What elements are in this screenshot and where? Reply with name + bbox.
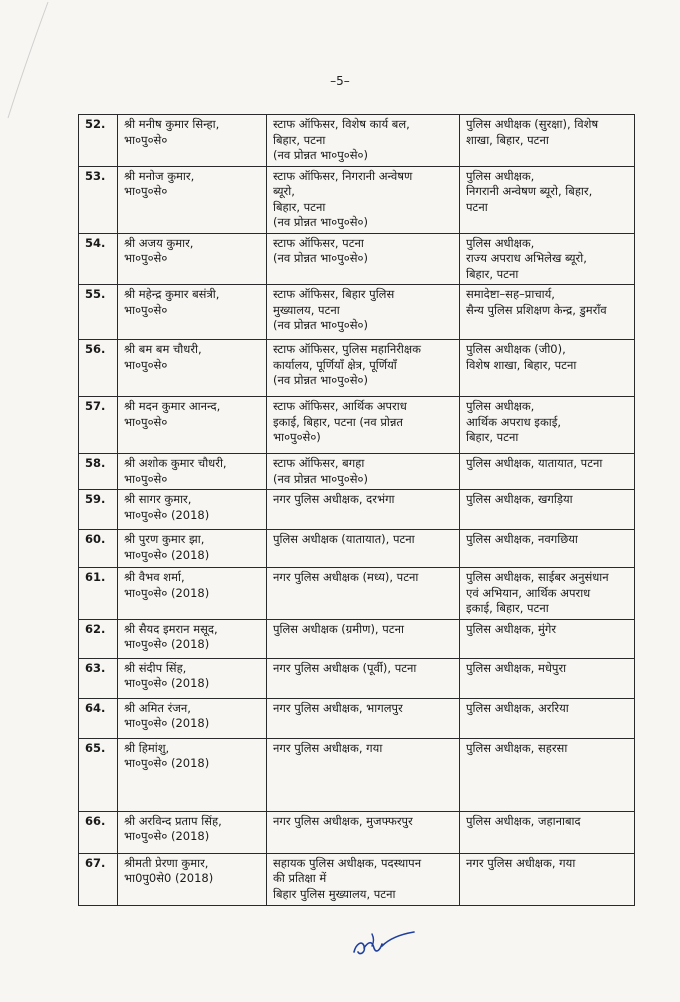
new-posting-cell [460,658,635,698]
current-posting-line: इकाई, बिहार, पटना (नव प्रोन्नत [273,414,403,429]
new-posting-cell [460,233,635,285]
officer-name-line: भा०पु०से० [124,471,168,486]
officer-name-line: भा०पु०से० [124,132,168,147]
current-posting-line: (नव प्रोन्नत भा०पु०से०) [273,148,369,162]
table-row [79,811,635,853]
current-posting-line: नगर पुलिस अधीक्षक (पूर्वी), पटना [273,660,417,675]
current-posting-cell [267,811,460,853]
current-posting-line: स्टाफ ऑफिसर, पटना [273,235,364,250]
new-posting-line: पुलिस अधीक्षक, [466,168,535,183]
officer-name-cell [118,568,267,620]
transfer-orders-table [78,114,635,906]
officer-name-line: श्री अजय कुमार, [124,235,194,250]
current-posting-line: (नव प्रोन्नत भा०पु०से०) [273,251,369,265]
officer-name-line: श्री मनीष कुमार सिन्हा, [124,117,220,131]
serial-number: 66. [79,811,118,853]
serial-number: 59. [79,490,118,530]
new-posting-line: विशेष शाखा, बिहार, पटना [466,357,577,372]
serial-number: 60. [79,530,118,568]
new-posting-cell [460,285,635,340]
page-number: –5– [330,74,350,88]
officer-name-line: श्री अमित रंजन, [124,700,191,715]
current-posting-line: (नव प्रोन्नत भा०पु०से०) [273,215,369,229]
serial-number: 53. [79,166,118,233]
serial-number: 56. [79,340,118,397]
current-posting-line: बिहार, पटना [273,132,326,147]
table-row [79,530,635,568]
current-posting-line: (नव प्रोन्नत भा०पु०से०) [273,471,369,486]
table-row [79,233,635,285]
current-posting-cell [267,115,460,167]
table-row [79,490,635,530]
current-posting-line: कार्यालय, पूर्णियाँ क्षेत्र, पूर्णियाँ [273,357,397,372]
current-posting-cell [267,340,460,397]
signature-mark [348,926,418,962]
officer-name-cell [118,115,267,167]
officer-name-line: भा०पु०से० [124,414,168,429]
serial-number: 61. [79,568,118,620]
current-posting-cell [267,454,460,490]
table-row [79,115,635,167]
new-posting-line: पुलिस अधीक्षक, साईबर अनुसंधान [466,570,609,584]
current-posting-line: ब्यूरो, [273,184,295,198]
table-row [79,619,635,658]
serial-number: 65. [79,738,118,811]
current-posting-line: की प्रतिक्षा में [273,871,327,885]
officer-name-cell [118,853,267,905]
current-posting-line: स्टाफ ऑफिसर, बगहा [273,456,365,470]
new-posting-cell [460,853,635,905]
new-posting-line: बिहार, पटना [466,266,519,281]
officer-name-line: श्री वैभव शर्मा, [124,570,185,584]
officer-name-line: श्री महेन्द्र कुमार बसंत्री, [124,287,220,301]
current-posting-cell [267,658,460,698]
officer-name-line: भा०पु०से० [124,357,168,372]
serial-number: 58. [79,454,118,490]
current-posting-cell [267,853,460,905]
new-posting-cell [460,454,635,490]
officer-name-line: श्री पुरण कुमार झा, [124,532,205,546]
officer-name-cell [118,340,267,397]
current-posting-cell [267,490,460,530]
officer-name-line: भा0पु0से0 (2018) [124,871,214,885]
new-posting-line: पुलिस अधीक्षक, अररिया [466,700,569,715]
current-posting-line: स्टाफ ऑफिसर, पुलिस महानिरीक्षक [273,342,421,356]
serial-number: 57. [79,397,118,454]
serial-number: 67. [79,853,118,905]
current-posting-line: (नव प्रोन्नत भा०पु०से०) [273,373,369,387]
officer-name-line: भा०पु०से० (2018) [124,507,210,522]
officer-name-cell [118,698,267,738]
new-posting-line: पुलिस अधीक्षक (जी0), [466,342,566,356]
officer-name-cell [118,454,267,490]
serial-number: 52. [79,115,118,167]
serial-number: 54. [79,233,118,285]
new-posting-line: पुलिस अधीक्षक, खगड़िया [466,492,573,506]
current-posting-line: नगर पुलिस अधीक्षक, गया [273,740,383,755]
current-posting-cell [267,738,460,811]
new-posting-cell [460,340,635,397]
officer-name-line: भा०पु०से० (2018) [124,547,210,562]
current-posting-line: नगर पुलिस अधीक्षक, भागलपुर [273,700,403,715]
officer-name-cell [118,233,267,285]
current-posting-line: भा०पु०से०) [273,430,321,444]
table-row [79,340,635,397]
officer-name-line: भा०पु०से० [124,302,168,317]
current-posting-line: बिहार पुलिस मुख्यालय, पटना [273,886,396,901]
table-row [79,166,635,233]
new-posting-cell [460,698,635,738]
officer-name-line: श्री बम बम चौधरी, [124,342,202,356]
table-row [79,568,635,620]
officer-name-line: श्री हिमांशु, [124,740,170,755]
new-posting-line: पुलिस अधीक्षक, सहरसा [466,740,568,755]
table-row [79,454,635,490]
table-row [79,285,635,340]
officer-name-line: भा०पु०से० (2018) [124,756,210,770]
officer-name-cell [118,811,267,853]
current-posting-line: स्टाफ ऑफिसर, विशेष कार्य बल, [273,117,410,131]
new-posting-line: समादेष्टा–सह–प्राचार्य, [466,287,555,301]
officer-name-line: श्री सागर कुमार, [124,492,192,506]
current-posting-line: सहायक पुलिस अधीक्षक, पदस्थापन [273,855,422,870]
current-posting-line: स्टाफ ऑफिसर, निगरानी अन्वेषण [273,168,413,183]
new-posting-cell [460,530,635,568]
officer-name-cell [118,166,267,233]
officer-name-cell [118,490,267,530]
new-posting-cell [460,166,635,233]
officer-name-line: भा०पु०से० [124,251,168,265]
new-posting-cell [460,568,635,620]
current-posting-cell [267,233,460,285]
officer-name-line: श्री सैयद इमरान मसूद, [124,621,218,636]
officer-name-line: श्रीमती प्रेरणा कुमार, [124,855,209,870]
current-posting-cell [267,285,460,340]
new-posting-cell [460,397,635,454]
new-posting-line: पुलिस अधीक्षक, [466,235,535,250]
officer-name-cell [118,530,267,568]
table-row [79,658,635,698]
page-fold-mark [0,0,70,120]
current-posting-cell [267,397,460,454]
officer-name-line: श्री मनोज कुमार, [124,168,195,183]
new-posting-line: राज्य अपराध अभिलेख ब्यूरो, [466,251,587,265]
officer-name-line: भा०पु०से० (2018) [124,676,210,690]
serial-number: 55. [79,285,118,340]
current-posting-line: स्टाफ ऑफिसर, आर्थिक अपराध [273,399,407,413]
table-row [79,698,635,738]
officer-name-line: भा०पु०से० (2018) [124,637,210,651]
new-posting-cell [460,490,635,530]
current-posting-cell [267,530,460,568]
new-posting-line: निगरानी अन्वेषण ब्यूरो, बिहार, [466,184,593,198]
current-posting-cell [267,166,460,233]
officer-name-line: श्री अरविन्द प्रताप सिंह, [124,813,222,828]
new-posting-line: पुलिस अधीक्षक, मुंगेर [466,621,557,636]
new-posting-cell [460,115,635,167]
new-posting-cell [460,811,635,853]
officer-name-cell [118,658,267,698]
current-posting-line: नगर पुलिस अधीक्षक (मध्य), पटना [273,570,419,584]
table-row [79,397,635,454]
new-posting-line: पुलिस अधीक्षक, यातायात, पटना [466,456,603,470]
officer-name-line: भा०पु०से० [124,184,168,198]
new-posting-line: पुलिस अधीक्षक, मधेपुरा [466,660,567,675]
new-posting-line: आर्थिक अपराध इकाई, [466,414,562,429]
new-posting-line: इकाई, बिहार, पटना [466,601,549,615]
officer-name-cell [118,619,267,658]
officer-name-line: भा०पु०से० (2018) [124,716,210,730]
current-posting-cell [267,698,460,738]
new-posting-line: पुलिस अधीक्षक (सुरक्षा), विशेष [466,117,599,131]
new-posting-line: पुलिस अधीक्षक, नवगछिया [466,532,578,546]
new-posting-line: सैन्य पुलिस प्रशिक्षण केन्द्र, डुमराँव [466,302,607,317]
officer-name-line: भा०पु०से० (2018) [124,829,210,843]
new-posting-cell [460,619,635,658]
officer-name-cell [118,397,267,454]
current-posting-cell [267,619,460,658]
new-posting-line: शाखा, बिहार, पटना [466,132,549,147]
current-posting-line: स्टाफ ऑफिसर, बिहार पुलिस [273,287,395,301]
new-posting-line: पटना [466,199,488,214]
new-posting-line: पुलिस अधीक्षक, [466,399,535,413]
current-posting-cell [267,568,460,620]
current-posting-line: (नव प्रोन्नत भा०पु०से०) [273,318,369,332]
officer-name-cell [118,285,267,340]
table-row [79,853,635,905]
officer-name-line: श्री मदन कुमार आनन्द, [124,399,221,413]
new-posting-line: नगर पुलिस अधीक्षक, गया [466,855,576,870]
serial-number: 64. [79,698,118,738]
officer-name-line: श्री अशोक कुमार चौधरी, [124,456,227,470]
current-posting-line: नगर पुलिस अधीक्षक, मुजफ्फरपुर [273,813,413,828]
new-posting-cell [460,738,635,811]
officer-name-cell [118,738,267,811]
current-posting-line: नगर पुलिस अधीक्षक, दरभंगा [273,492,395,506]
new-posting-line: बिहार, पटना [466,430,519,444]
current-posting-line: पुलिस अधीक्षक (ग्रमीण), पटना [273,621,404,636]
current-posting-line: बिहार, पटना [273,199,326,214]
officer-name-line: श्री संदीप सिंह, [124,660,187,675]
current-posting-line: पुलिस अधीक्षक (यातायात), पटना [273,532,415,546]
new-posting-line: एवं अभियान, आर्थिक अपराध [466,585,591,600]
officer-name-line: भा०पु०से० (2018) [124,585,210,600]
current-posting-line: मुख्यालय, पटना [273,302,340,317]
table-row [79,738,635,811]
serial-number: 63. [79,658,118,698]
new-posting-line: पुलिस अधीक्षक, जहानाबाद [466,813,581,828]
serial-number: 62. [79,619,118,658]
